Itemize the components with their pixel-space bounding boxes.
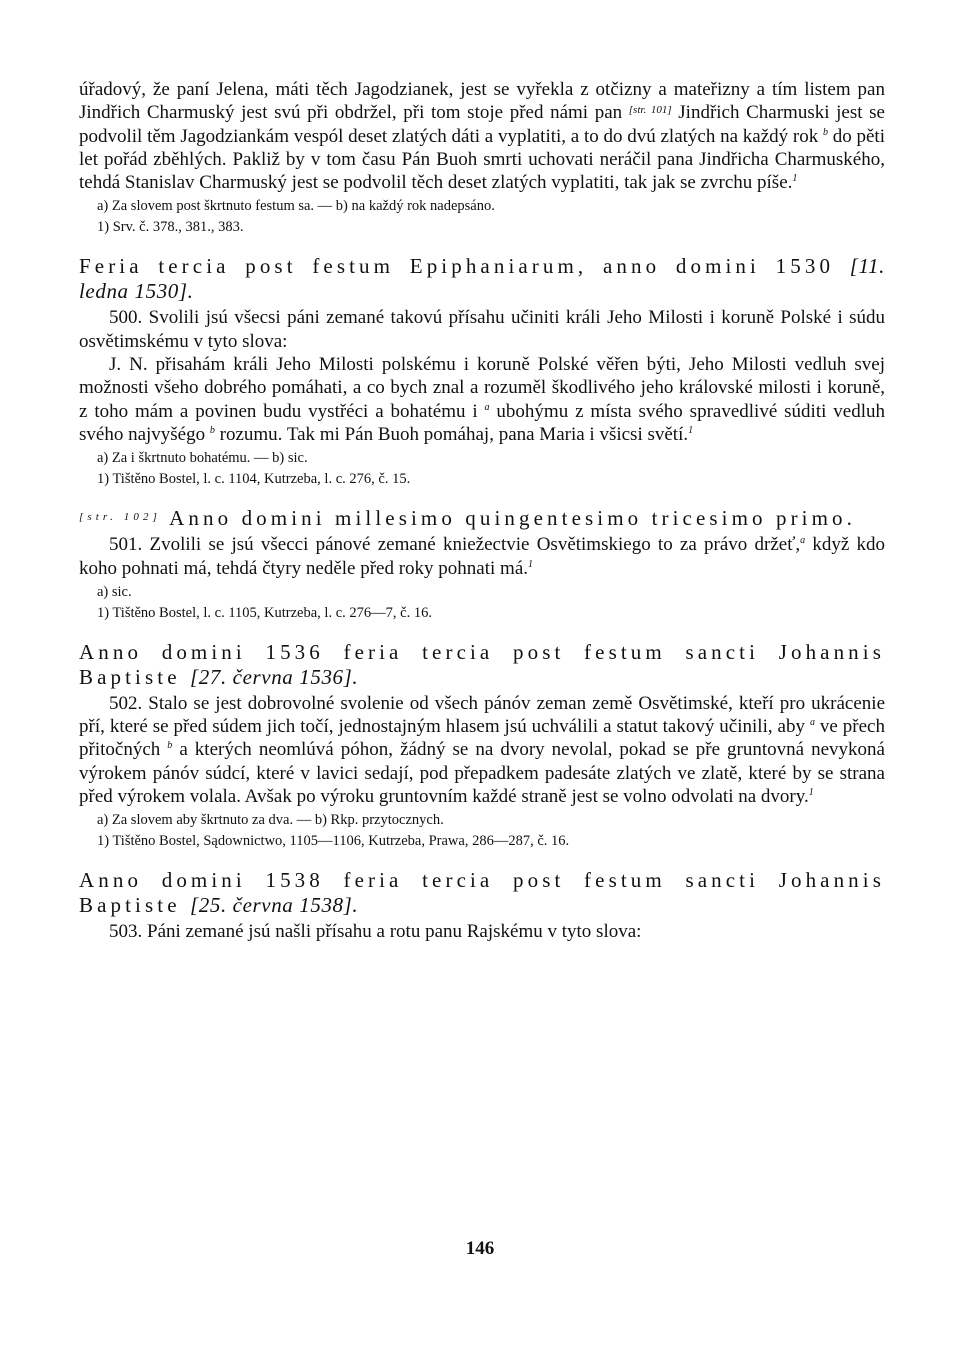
footnote-mark: a [809, 717, 815, 729]
section-heading [79, 640, 885, 690]
heading-date: [27. června 1536]. [189, 664, 359, 689]
entry-502 [79, 692, 885, 808]
footnote-number: 1) Srv. č. 378., 381., 383. [97, 219, 244, 236]
footnote-ref: 1 [528, 558, 534, 570]
page-reference: [str. 101] [628, 104, 672, 117]
footnote-mark: a [484, 401, 490, 413]
section-heading [79, 506, 885, 531]
entry-text: Jindřich Charmuski jest se podvolil těm Jagodziankám vespól deset zlatých dáti a vyplatiti, a to do dvú zlatých na každý rok [79, 102, 885, 147]
heading-date: [25. června 1538]. [189, 893, 359, 918]
entry-text: J. N. přisahám králi Jeho Milosti polskému i koruně Polské věřen býti, Jeho Milosti vedluh svej možnosti všeho dobrého pomáhati, a co bych znal a rozuměl škodlivého jeho královské milosti i koruně, z toho mám a povinen budu vystřéci a bohatému i [79, 354, 885, 422]
entry-number: 500. [109, 307, 143, 329]
entry-text: do pěti let pořád zběhlých. Pakliž by v tom času Pán Buoh smrti uchovati neráčil pana Jindřicha Charmuského, tehdá Stanislav Charmuský jest se podvolil těch deset zlatých vyplatiti, tak jak se zvrchu píše. [79, 125, 885, 194]
footnote-mark: b [167, 740, 173, 752]
heading-text: Anno domini millesimo quingentesimo tricesimo primo. [160, 506, 856, 531]
entry-text: když kdo koho pohnati má, tehdá čtyry neděle před roky pohnati má. [79, 534, 885, 579]
entry-503 [79, 920, 885, 943]
footnote-number: 1) Tištěno Bostel, l. c. 1104, Kutrzeba, l. c. 276, č. 15. [97, 471, 411, 488]
footnote-number: 1) Tištěno Bostel, Sądownictwo, 1105—1106, Kutrzeba, Prawa, 286—287, č. 16. [97, 833, 570, 850]
entry-number: 502. [109, 692, 143, 714]
entry-text: a kterých neomlúvá póhon, žádný se na dvory nevolal, pokad se pře gruntovná nevykoná výrokem pánóv súdcí, které v lavici sedají, pod přepadkem padesáte zlatých ve zlatě, které by se strana před výrokem volala. Avšak po výroku gruntovním každé straně jest se volno odvolati na dvory. [79, 739, 885, 808]
footnote-ref: 1 [808, 787, 814, 799]
heading-text: Anno domini 1536 feria tercia post festum sancti Johannis Baptiste [79, 639, 885, 689]
entry-number: 503. [109, 921, 143, 943]
footnote-letter: a) Za i škrtnuto bohatému. — b) sic. [97, 450, 308, 467]
entry-text: rozumu. Tak mi Pán Buoh pomáhaj, pana Maria i všicsi světí. [214, 423, 689, 445]
entry-text: Svolili jsú všecsi páni zemané takovú přísahu učiniti králi Jeho Milosti i koruně Polské i súdu osvětimskému v tyto slova: [79, 307, 885, 352]
heading-text: Anno domini 1538 feria tercia post festum sancti Johannis Baptiste [79, 868, 885, 918]
footnote-ref: 1 [688, 424, 694, 436]
entry-text: ve přech přitočných [79, 716, 885, 761]
section-heading [79, 868, 885, 918]
entry-number: 501. [109, 534, 143, 556]
footnote-number: 1) Tištěno Bostel, l. c. 1105, Kutrzeba, l. c. 276—7, č. 16. [97, 604, 432, 621]
entry-text: úřadový, že paní Jelena, máti těch Jagodzianek, jest se vyřekla z otčizny a mateřizny a tím listem pan Jindřich Charmuský jest svú při obdržel, při tom stoje před námi pan [79, 79, 885, 124]
entry-text: ubohýmu z místa svého spravedlivé súditi vedluh svého najvyšégo [79, 400, 885, 445]
heading-text: Feria tercia post festum Epiphaniarum, anno domini 1530 [79, 254, 850, 279]
page-number: 146 [465, 1238, 495, 1259]
page-body [79, 78, 885, 944]
entry-text: Stalo se jest dobrovolné svolenie od všech pánóv zeman země Osvětimské, kteří pro ukrácenie pří, které se před súdem jich točí, jednostajným hlasem jsú uchválili a statut takový učinili, aby [79, 692, 885, 738]
footnote-letter: a) Za slovem post škrtnuto festum sa. — b) na každý rok nadepsáno. [97, 198, 495, 215]
entry-500-oath [79, 353, 885, 446]
footnote-mark: b [823, 126, 828, 138]
entry-continuation [79, 78, 885, 194]
entry-text: Páni zemané jsú našli přísahu a rotu panu Rajskému v tyto slova: [142, 921, 642, 943]
entry-500 [79, 306, 885, 353]
page-reference: [str. 102] [79, 511, 161, 524]
section-heading [79, 254, 885, 304]
footnote-mark: a [800, 535, 806, 547]
heading-date: [11. ledna 1530]. [79, 254, 885, 304]
entry-text: Zvolili se jsú všecci pánové zemané kniežectvie Osvětimskiego to za právo držeť, [142, 534, 801, 556]
footnote-mark: b [209, 424, 215, 436]
entry-501 [79, 533, 885, 580]
footnote-letter: a) Za slovem aby škrtnuto za dva. — b) Rkp. przytocznych. [97, 812, 444, 829]
footnote-ref: 1 [792, 173, 798, 185]
footnote-letter: a) sic. [97, 583, 132, 600]
